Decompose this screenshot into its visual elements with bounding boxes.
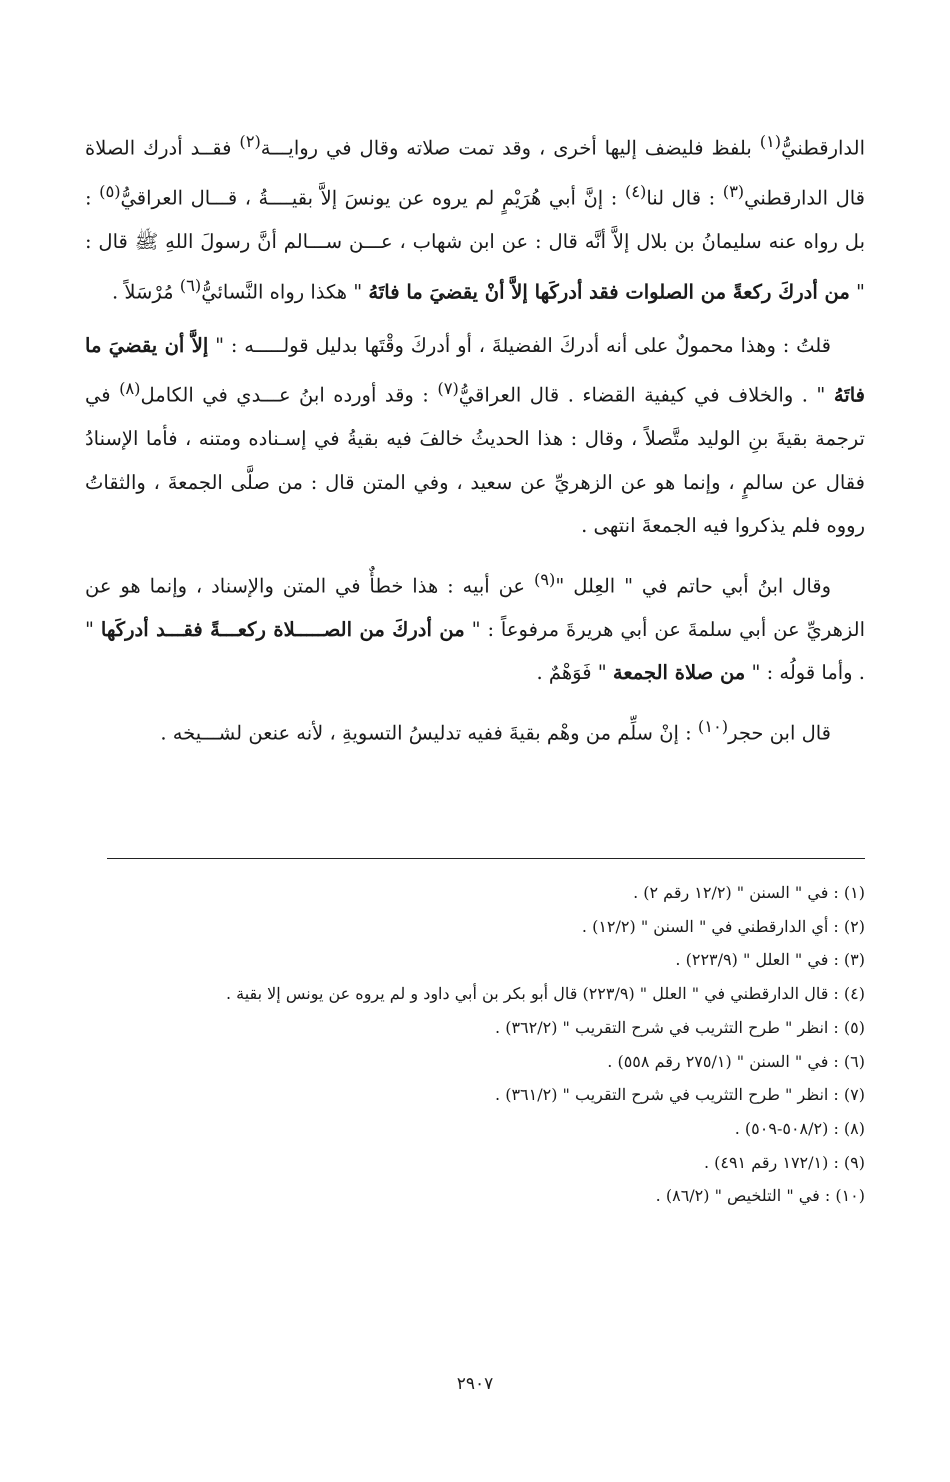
footnote: (٧) : انظر " طرح التثريب في شرح التقريب " (٣٦١/٢) . <box>495 1085 865 1105</box>
footnote: (٣) : في " العلل " (٢٢٣/٩) . <box>675 950 865 970</box>
text-run: : قال لنا <box>646 186 723 210</box>
text-run: قلتُ : وهذا محمولٌ على أنه أدركَ الفضيلةَ ، أو أدركَ وقْتَها بدليل قولـــــه : " <box>208 333 831 357</box>
hadith-quote: من أدركَ من الصـــــلاة ركعـــةً فقـــد أدركَها <box>100 617 465 641</box>
text-run: مُرْسَلاً . <box>112 280 180 303</box>
paragraph <box>85 558 865 695</box>
main-text <box>85 120 865 755</box>
text-run: " هكذا رواه النَّسائيُّ <box>201 280 369 303</box>
footnote: (٤) : قال الدارقطني في " العلل " (٢٢٣/٩) قال أبو بكر بن أبي داود و لم يروه عن يونس إلا بقية . <box>225 984 865 1004</box>
text-run: " . والخلاف في كيفية القضاء . قال العراقيُّ <box>458 383 834 407</box>
text-run: الدارقطنيُّ <box>781 136 865 160</box>
page-body <box>85 120 865 765</box>
text-run: قال ابن حجر <box>728 721 831 744</box>
footnote-marker: (٨) <box>119 379 141 398</box>
footnotes-list <box>85 876 865 1213</box>
footnote-marker: (٧) <box>437 379 459 398</box>
footnote-marker: (٦) <box>179 275 202 295</box>
footnote: (٥) : انظر " طرح التثريب في شرح التقريب " (٣٦٢/٢) . <box>495 1017 865 1037</box>
footnote-marker: (٢) <box>239 132 261 151</box>
paragraph <box>85 705 865 755</box>
text-run: " فَوَهْمٌ . <box>536 661 613 684</box>
paragraph <box>85 120 865 314</box>
hadith-quote: من أدركَ ركعةً من الصلوات فقد أدركَها إلاَّ أنْ يقضيَ ما فاتَهُ <box>368 280 850 303</box>
text-run: : إنْ سلِّم من وهْم بقيةَ ففيه تدليسُ التسويةِ ، لأنه عنعن لشـــيخه . <box>160 721 698 744</box>
footnote: (٨) : (٥٠٨/٢-٥٠٩) . <box>734 1118 865 1138</box>
text-run: وقال ابنُ أبي حاتم في " العِلل " <box>555 574 832 597</box>
page-number: ٢٩٠٧ <box>456 1374 494 1394</box>
footnote: (٦) : في " السنن " (٢٧٥/١ رقم ٥٥٨) . <box>607 1051 865 1071</box>
hadith-quote: من صلاة الجمعة <box>612 661 746 684</box>
text-run: " . وأما قولُه : " <box>85 617 865 684</box>
footnote-marker: (٩) <box>533 569 556 589</box>
hadith-quote: إلاَّ أن يقضيَ ما فاتَهُ <box>85 333 865 407</box>
text-run: : وقد أورده ابنُ عـــدي في الكامل <box>140 383 438 407</box>
text-run: عن أبيه : هذا خطأٌ في المتن والإسناد ، وإنما هو عن الزهريِّ عن أبي سلمةَ عن أبي هريرةَ مرفوعاً : " <box>85 574 865 641</box>
footnote: (١) : في " السنن " (١٢/٢ رقم ٢) . <box>633 883 865 902</box>
footnote: (١٠) : في " التلخيص " (٨٦/٢) . <box>655 1186 865 1206</box>
footnote: (٢) : أي الدارقطني في " السنن " (١٢/٢) . <box>581 916 865 936</box>
text-run: في ترجمة بقيةَ بنِ الوليد متَّصلاً ، وقال : هذا الحديثُ خالفَ فيه بقيةُ في إسـناده ومتنه ، فأما الإسنادُ فقال عن سالمٍ ، وإنما هو عن الزهريِّ عن سعيد ، وفي المتن قال : من صلَّى الجمعةَ ، والثقاتُ رووه فلم يذكروا فيه الجمعةَ انتهى . <box>85 383 865 537</box>
footnote-marker: (٤) <box>624 182 647 201</box>
footnote-marker: (١) <box>759 132 782 151</box>
paragraph <box>85 324 865 548</box>
footnote-marker: (١٠) <box>697 716 729 736</box>
footnote-marker: (٣) <box>722 182 745 201</box>
text-run: : إنَّ أبي هُرَيْمٍ لم يروه عن يونسَ إلاَّ بقيــــةُ ، قـــال العراقيُّ <box>120 186 625 210</box>
text-run: بلفظ فليضف إليها أخرى ، وقد تمت صلاته وقال في روايـــة <box>260 136 760 160</box>
footnote-marker: (٥) <box>99 182 121 201</box>
text-run: : بل رواه عنه سليمانُ بن بلال إلاَّ أنَّه قال : عن ابن شهاب ، عـــن ســـالم أنَّ رسولَ اللهِ ﷺ قال : " <box>85 186 865 303</box>
footnote: (٩) : (١٧٢/١ رقم ٤٩١) . <box>703 1152 865 1172</box>
text-run: فقــد أدرك الصلاة قال الدارقطني <box>85 136 865 210</box>
footnote-divider <box>107 858 865 859</box>
